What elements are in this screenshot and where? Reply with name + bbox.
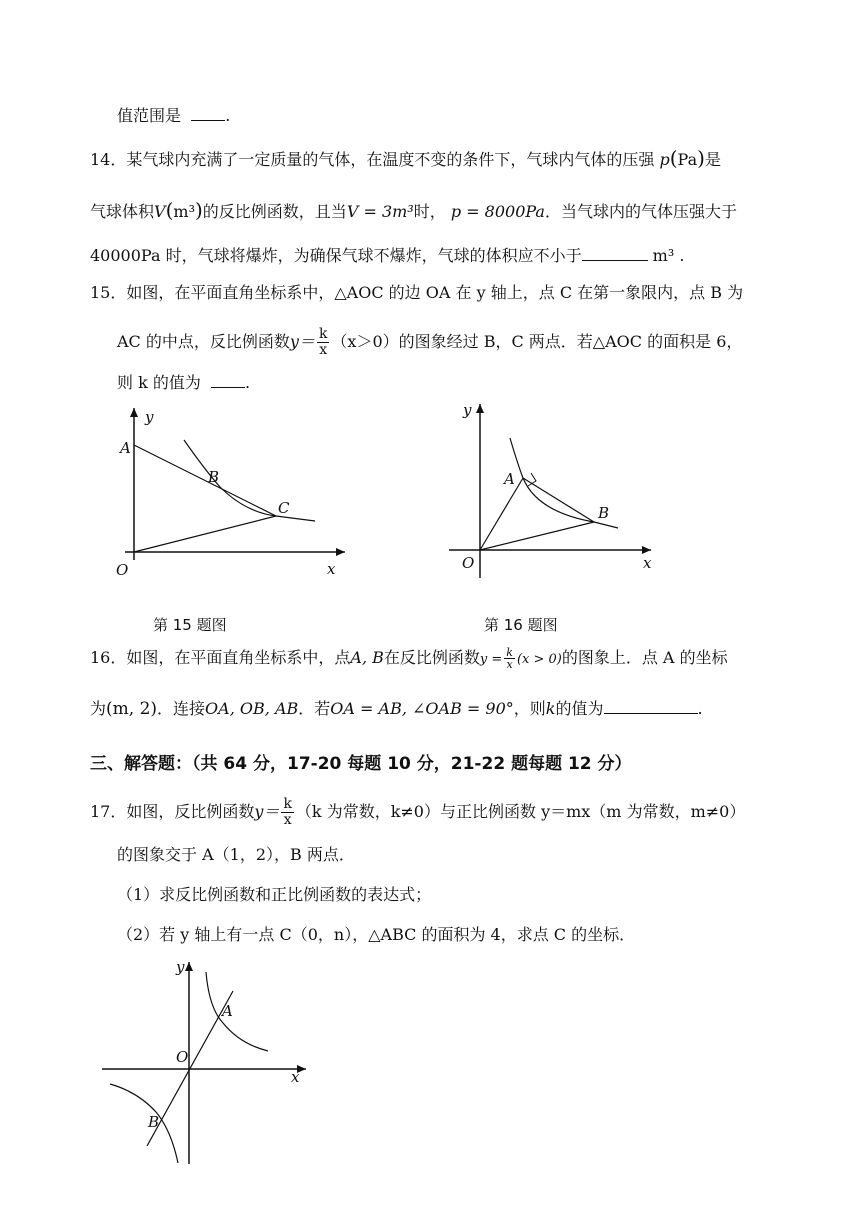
fig17-label-y: y [176, 958, 185, 976]
fig17-label-x: x [291, 1068, 300, 1086]
q17-fraction: $\frac{k}{x}$ [283, 796, 292, 828]
fig16-segment-ab [523, 478, 594, 522]
fig16-segment-oa [480, 478, 523, 550]
fig15-label-o: O [116, 561, 129, 579]
q16-fraction: $\frac{k}{x}$ [506, 646, 513, 671]
fig16-label-a: A [504, 470, 515, 488]
q16-answer-blank [604, 697, 698, 714]
fig16-segment-ob [480, 522, 594, 550]
q14-line1: 14．某气球内充满了一定质量的气体，在温度不变的条件下，气球内气体的压强 p(Pa)是 [90, 146, 721, 170]
fig17-diagram [100, 958, 320, 1170]
q17-line2: 的图象交于 A（1，2），B 两点． [117, 845, 355, 864]
fig15-label-y: y [145, 408, 154, 426]
fig16-label-b: B [598, 504, 610, 522]
fig16-label-x: x [643, 554, 652, 572]
fig15-label-a: A [120, 439, 131, 457]
fig17-label-a: A [222, 1002, 233, 1020]
fig17-hyperbola-branch-1 [206, 972, 268, 1051]
q15-line3: 则 k 的值为 . [117, 373, 251, 392]
fig15-segment-oc [134, 516, 276, 552]
q17-sub1: （1）求反比例函数和正比例函数的表达式； [117, 885, 432, 904]
q14-line2: 气球体积V(m³)的反比例函数，且当V = 3m³时， p = 8000Pa．当气球内的气体压强大于 [90, 198, 737, 222]
q15-line2: AC 的中点，反比例函数y＝ $\frac{k}{x}$ （x＞0）的图象经过 B，C 两点．若△AOC 的面积是 6， [117, 326, 743, 358]
section3-heading: 三、解答题：（共 64 分，17-20 每题 10 分，21-22 题每题 12 分） [90, 754, 632, 774]
fig16-label-y: y [463, 401, 472, 419]
fig15-caption: 第 15 题图 [153, 616, 227, 634]
fig16-label-o: O [462, 554, 475, 572]
fig15-label-x: x [327, 560, 336, 578]
q13-tail: 值范围是 . [117, 106, 231, 125]
fig17-label-b: B [148, 1113, 160, 1131]
fig16-caption: 第 16 题图 [484, 616, 558, 634]
fig15-diagram [105, 400, 355, 580]
q16-line1: 16．如图，在平面直角坐标系中，点A, B在反比例函数y = $\frac{k}{x}$ (x > 0)的图象上．点 A 的坐标 [90, 646, 728, 671]
q15-answer-blank [211, 371, 245, 388]
q14-line3: 40000Pa 时，气球将爆炸，为确保气球不爆炸，气球的体积应不小于 m³ . [90, 246, 685, 265]
q17-sub2: （2）若 y 轴上有一点 C（0，n），△ABC 的面积为 4，求点 C 的坐标． [117, 925, 636, 944]
fig17-label-o: O [176, 1048, 189, 1066]
q16-line2: 为(m, 2)．连接OA, OB, AB．若OA = AB, ∠OAB = 90°，则k的值为 . [90, 699, 703, 719]
q15-line1: 15．如图，在平面直角坐标系中，△AOC 的边 OA 在 y 轴上，点 C 在第一象限内，点 B 为 [90, 283, 744, 302]
fig16-right-angle-mark [528, 473, 536, 486]
fig15-label-c: C [278, 499, 290, 517]
fig17-hyperbola-branch-3 [110, 1084, 178, 1163]
q14-answer-blank [582, 244, 648, 261]
q15-fraction: $\frac{k}{x}$ [318, 326, 328, 358]
fig15-segment-ac [134, 445, 276, 516]
fig15-label-b: B [208, 468, 220, 486]
q13-answer-blank [191, 104, 225, 121]
fig16-diagram [445, 400, 665, 580]
q17-line1: 17．如图，反比例函数y＝ $\frac{k}{x}$ （k 为常数，k≠0）与正比例函数 y＝mx（m 为常数，m≠0） [90, 796, 746, 828]
fig15-hyperbola [184, 440, 315, 521]
